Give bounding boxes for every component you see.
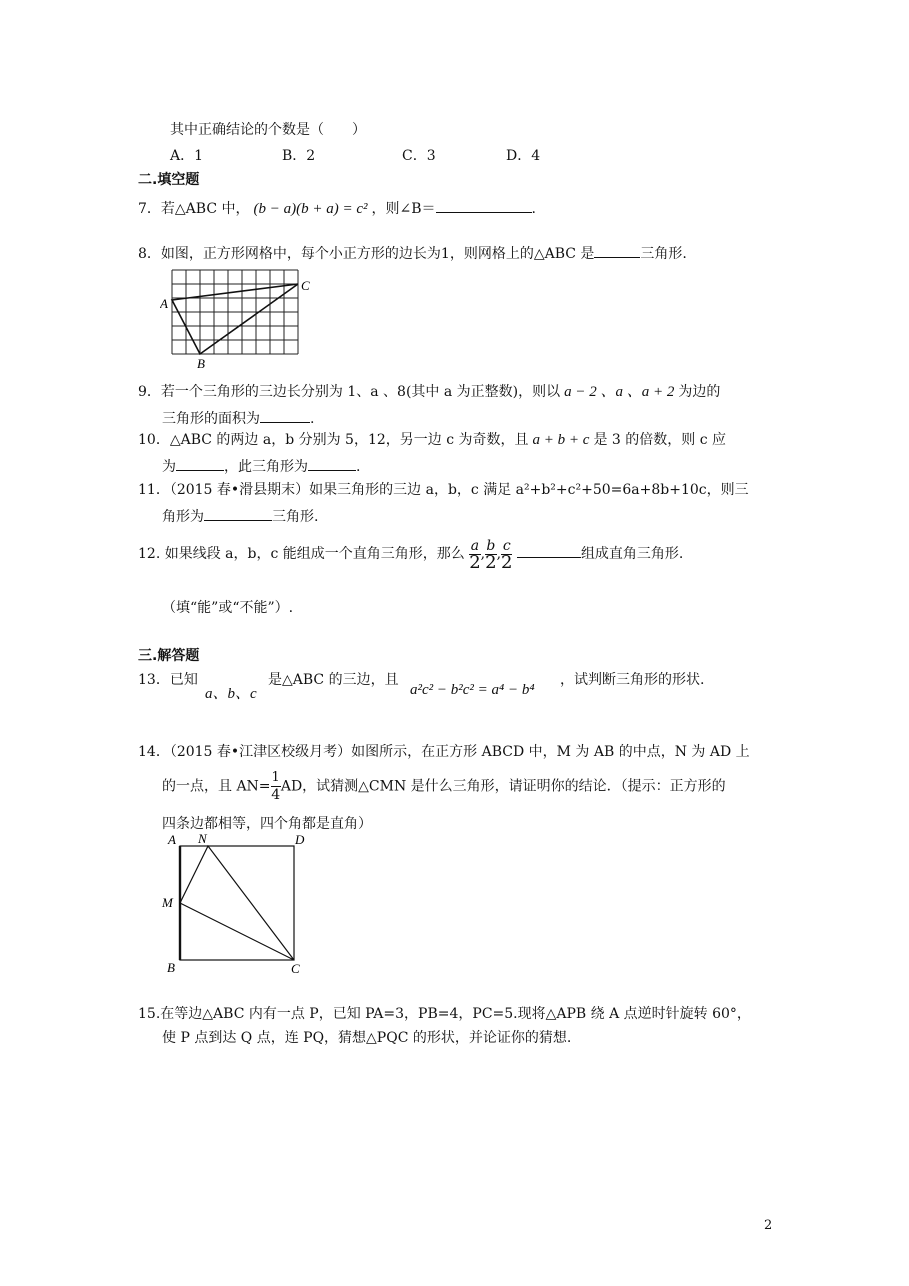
square-figure <box>158 832 318 978</box>
page-number: 2 <box>764 1218 773 1233</box>
q9-line1-tail: 为边的 <box>678 384 721 400</box>
q10-line2b: ，此三角形为 <box>224 459 308 475</box>
q7-blank <box>436 198 532 213</box>
triangle-cmn <box>180 846 294 960</box>
question-9 <box>138 382 720 402</box>
q7-text: 7．若△ABC 中， <box>138 201 250 217</box>
label-a: A <box>160 296 168 311</box>
question-10 <box>138 430 726 450</box>
q13-vars: a、b、c <box>205 686 257 702</box>
q12-frac-b: $\frac{b}{2}$ <box>485 537 497 573</box>
label-c: C <box>291 961 300 976</box>
square-abcd <box>180 846 294 960</box>
question-12: 12. 如果线段 a，b，c 能组成一个直角三角形，那么 $\frac{a}{2}$ , $\frac{b}{2}$ , $\frac{c}{2}$ 组成直角三角形. <box>138 537 684 573</box>
option-a: A．1 <box>170 148 204 164</box>
question-12-note: （填“能”或“不能”）. <box>162 600 294 616</box>
question-15-line2: 使 P 点到达 Q 点，连 PQ，猜想△PQC 的形状，并论证你的猜想. <box>162 1030 572 1046</box>
question-11-line2 <box>162 506 318 527</box>
q12-blank <box>517 543 581 558</box>
section-title-answers: 三.解答题 <box>138 648 200 664</box>
q10-blank2 <box>308 456 356 471</box>
option-b: B．2 <box>282 148 316 164</box>
q11-line2a: 角形为 <box>162 509 204 525</box>
section-title-fill-blank: 二.填空题 <box>138 172 200 188</box>
q9-line1: 9．若一个三角形的三边长分别为 1、a 、8(其中 a 为正整数)，则以 <box>138 384 561 400</box>
q12-tail: 组成直角三角形. <box>580 546 684 562</box>
q9-blank <box>260 408 310 423</box>
question-7: 7．若△ABC 中， (b − a)(b + a) = c² ，则∠B＝ . <box>138 198 536 219</box>
label-a: A <box>168 832 176 847</box>
question-tail: 其中正确结论的个数是（ ） <box>170 122 366 138</box>
q10-blank1 <box>176 456 224 471</box>
question-10-line2: 为 ，此三角形为 . <box>162 456 360 477</box>
label-d: D <box>295 832 305 847</box>
q12-head: 12. 如果线段 a，b，c 能组成一个直角三角形，那么 <box>138 546 465 562</box>
q11-line2b: 三角形. <box>272 509 319 525</box>
question-14: 14．（2015 春•江津区校级月考）如图所示，在正方形 ABCD 中，M 为 AB 的中点，N 为 AD 上 <box>138 744 750 760</box>
q10-line1-tail: 是 3 的倍数，则 c 应 <box>593 432 726 448</box>
label-m: M <box>162 895 173 910</box>
question-8 <box>138 243 687 264</box>
q10-line2a: 为 <box>162 459 176 475</box>
q13-tail: ，试判断三角形的形状. <box>560 672 705 688</box>
question-14-line3: 四条边都相等，四个角都是直角） <box>162 816 372 832</box>
q13-head: 13．已知 <box>138 672 198 688</box>
question-13 <box>138 670 198 690</box>
question-15: 15.在等边△ABC 内有一点 P，已知 PA=3，PB=4，PC=5.现将△APB 绕 A 点逆时针旋转 60°， <box>138 1006 751 1022</box>
grid-figure <box>160 264 320 370</box>
question-14-line2 <box>162 770 726 803</box>
q8-tail: 三角形. <box>640 246 687 262</box>
label-n: N <box>198 832 207 846</box>
question-9-line2: 三角形的面积为 . <box>162 408 314 429</box>
option-c: C．3 <box>402 148 436 164</box>
q7-formula: (b − a)(b + a) = c² <box>253 201 368 217</box>
option-d: D．4 <box>506 148 541 164</box>
q9-expr: a − 2 、a 、a + 2 <box>564 384 675 400</box>
label-b: B <box>197 356 205 370</box>
q11-blank <box>204 506 272 521</box>
q12-frac-a: $\frac{a}{2}$ <box>469 537 481 573</box>
q13-formula: a²c² − b²c² = a⁴ − b⁴ <box>410 682 535 698</box>
q10-expr: a + b + c <box>532 432 590 448</box>
q8-text: 8．如图，正方形网格中，每个小正方形的边长为1，则网格上的△ABC 是 <box>138 246 595 262</box>
q13-mid: 是△ABC 的三边，且 <box>268 672 399 688</box>
question-11: 11．（2015 春•滑县期末）如果三角形的三边 a，b，c 满足 a²+b²+c²+50=6a+8b+10c，则三 <box>138 482 749 498</box>
triangle-abc <box>172 284 298 354</box>
q14-line2a: 的一点，且 AN= <box>162 778 271 795</box>
q14-frac: $\frac{1}{4}$ <box>271 770 281 803</box>
grid-lines <box>172 270 298 354</box>
q14-line2b: AD，试猜测△CMN 是什么三角形，请证明你的结论．（提示：正方形的 <box>280 778 726 795</box>
q10-line1: 10．△ABC 的两边 a，b 分别为 5，12，另一边 c 为奇数，且 <box>138 432 529 448</box>
q7-tail: ，则∠B＝ <box>371 201 436 217</box>
q8-blank <box>594 243 640 258</box>
label-b: B <box>167 960 175 975</box>
q9-line2: 三角形的面积为 <box>162 411 260 427</box>
label-c: C <box>301 278 310 293</box>
q12-frac-c: $\frac{c}{2}$ <box>501 537 513 573</box>
